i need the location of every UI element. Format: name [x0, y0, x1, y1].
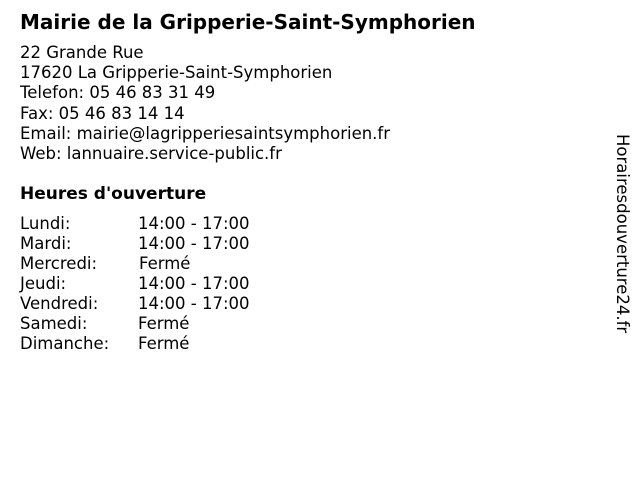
site-watermark: Horairesdouverture24.fr: [613, 134, 632, 334]
day-label: Jeudi:: [20, 274, 67, 293]
hours-value: Fermé: [139, 254, 191, 273]
hours-value: Fermé: [138, 334, 190, 353]
email-address: Email: mairie@lagripperiesaintsymphorien.fr: [20, 123, 391, 143]
hours-value: Fermé: [138, 314, 190, 333]
day-label: Samedi:: [20, 314, 88, 333]
hours-value: 14:00 - 17:00: [138, 274, 250, 293]
opening-hours-heading: Heures d'ouverture: [20, 184, 207, 204]
fax-number: Fax: 05 46 83 14 14: [20, 103, 185, 123]
day-label: Dimanche:: [20, 334, 110, 353]
hours-value: 14:00 - 17:00: [138, 214, 250, 233]
day-label: Mardi:: [20, 234, 72, 253]
hours-value: 14:00 - 17:00: [138, 234, 250, 253]
day-label: Vendredi:: [20, 294, 99, 313]
contact-block: [20, 43, 390, 164]
website: Web: lannuaire.service-public.fr: [20, 143, 282, 163]
street-address: 22 Grande Rue: [20, 43, 144, 62]
hours-value: 14:00 - 17:00: [138, 294, 250, 313]
day-label: Lundi:: [20, 214, 71, 233]
city-address: 17620 La Gripperie-Saint-Symphorien: [20, 63, 333, 83]
page-title: Mairie de la Gripperie-Saint-Symphorien: [20, 10, 476, 34]
day-label: Mercredi:: [20, 254, 98, 273]
phone-number: Telefon: 05 46 83 31 49: [20, 83, 216, 103]
